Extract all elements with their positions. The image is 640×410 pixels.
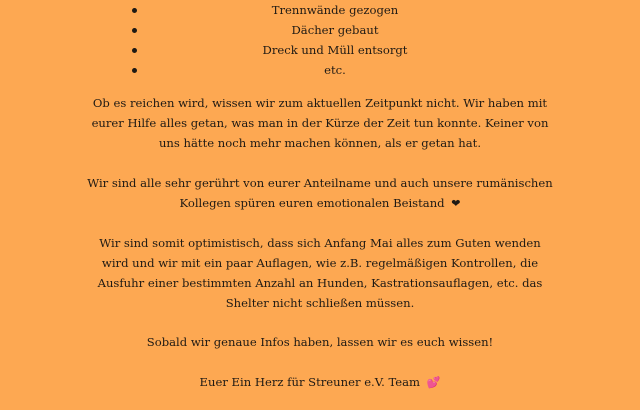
- signature-line: [80, 372, 560, 393]
- list-item: [0, 0, 640, 20]
- paragraph-line: eurer Hilfe alles getan, was man in der Kürze der Zeit tun konnte. Keiner von: [91, 116, 549, 130]
- paragraph-optimism: [80, 233, 560, 313]
- paragraph-line: Shelter nicht schließen müssen.: [225, 296, 415, 310]
- list-item-text: Dächer gebaut: [291, 23, 379, 37]
- bullet-dot-icon: [132, 28, 137, 33]
- paragraph-line: Sobald wir genaue Infos haben, lassen wir es euch wissen!: [146, 335, 494, 349]
- two-hearts-icon: 💕: [426, 376, 441, 389]
- paragraph-line: wird und wir mit ein paar Auflagen, wie z.B. regelmäßigen Kontrollen, die: [101, 256, 539, 270]
- paragraph-line-text: Kollegen spüren euren emotionalen Beistand: [179, 196, 445, 210]
- signature-text: Euer Ein Herz für Streuner e.V. Team: [199, 375, 421, 389]
- black-heart-icon: ❤: [451, 197, 461, 210]
- list-item-text: Dreck und Müll entsorgt: [262, 43, 408, 57]
- list-item-text: etc.: [324, 63, 346, 77]
- paragraph-line: [80, 193, 560, 214]
- paragraph-line: Ob es reichen wird, wissen wir zum aktuellen Zeitpunkt nicht. Wir haben mit: [92, 96, 548, 110]
- paragraph-line: [80, 372, 560, 393]
- paragraph-followup: [80, 332, 560, 352]
- list-item: [0, 60, 640, 80]
- list-item-text: Trennwände gezogen: [271, 3, 399, 17]
- paragraph-uncertainty: [80, 93, 560, 153]
- bullet-dot-icon: [132, 68, 137, 73]
- paragraph-gratitude: [80, 173, 560, 214]
- list-item: [0, 20, 640, 40]
- paragraph-line: Wir sind somit optimistisch, dass sich Anfang Mai alles zum Guten wenden: [99, 236, 541, 250]
- bullet-dot-icon: [132, 48, 137, 53]
- list-item: [0, 40, 640, 60]
- paragraph-line: uns hätte noch mehr machen können, als er getan hat.: [158, 136, 482, 150]
- bullet-list: [0, 0, 640, 80]
- paragraph-line: Ausfuhr einer bestimmten Anzahl an Hunden, Kastrationsauflagen, etc. das: [97, 276, 543, 290]
- bullet-dot-icon: [132, 8, 137, 13]
- paragraph-line: Wir sind alle sehr gerührt von eurer Anteilname und auch unsere rumänischen: [87, 176, 553, 190]
